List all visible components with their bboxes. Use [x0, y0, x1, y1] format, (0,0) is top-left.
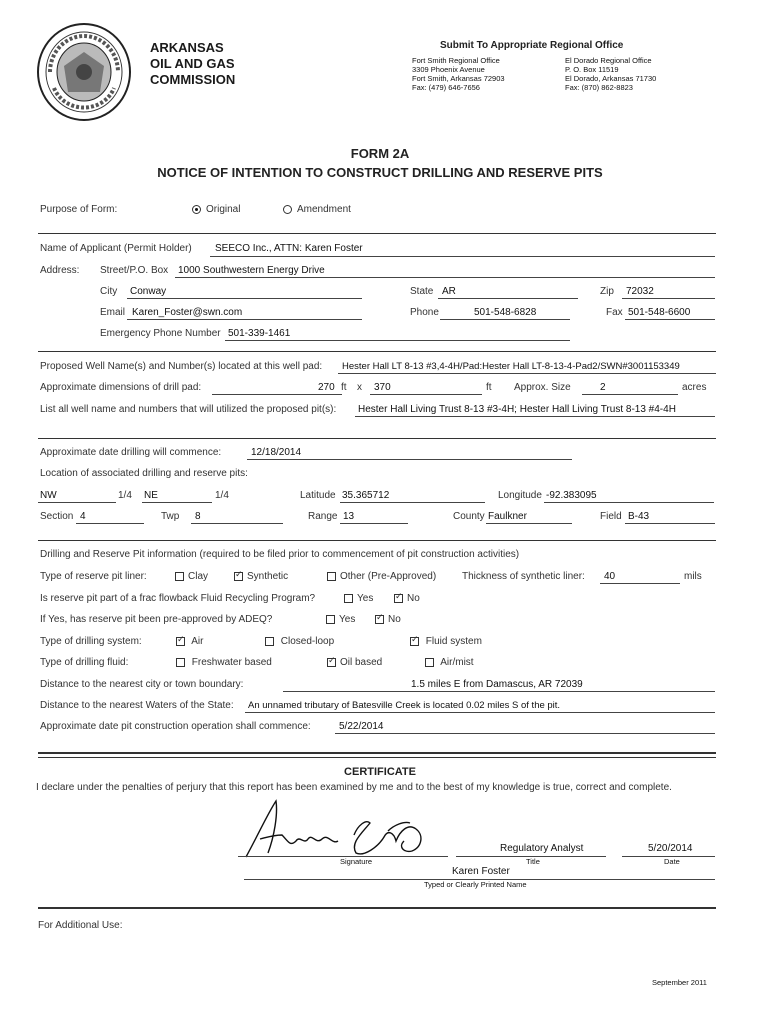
underline: [355, 416, 715, 417]
construction-date-value[interactable]: 5/22/2014: [339, 721, 384, 732]
phone-value[interactable]: 501-548-6828: [474, 307, 537, 318]
size-value[interactable]: 2: [600, 382, 606, 393]
list-label: List all well name and numbers that will utilized the proposed pit(s):: [40, 404, 337, 415]
adeq-yes-option[interactable]: [326, 614, 355, 625]
airmist-label: Air/mist: [440, 657, 474, 668]
applicant-name-label: Name of Applicant (Permit Holder): [40, 243, 192, 254]
system-closed-option[interactable]: [265, 636, 334, 647]
frac-label: Is reserve pit part of a frac flowback Fluid Recycling Program?: [40, 593, 316, 604]
liner-label: Type of reserve pit liner:: [40, 571, 147, 582]
underline: [191, 523, 283, 524]
mils-label: mils: [684, 571, 702, 582]
range-label: Range: [308, 511, 338, 522]
dims-label: Approximate dimensions of drill pad:: [40, 382, 202, 393]
underline: [600, 583, 680, 584]
printed-name-label: Typed or Clearly Printed Name: [424, 880, 527, 889]
underline: [340, 502, 485, 503]
original-label: Original: [206, 204, 241, 215]
agency-line1: ARKANSAS: [150, 40, 224, 55]
water-distance-label: Distance to the nearest Waters of the State:: [40, 700, 234, 711]
underline: [247, 459, 572, 460]
additional-use-label: For Additional Use:: [38, 920, 123, 931]
section-divider: [38, 752, 716, 754]
office-line: Fax: (479) 646-7656: [412, 83, 480, 92]
underline: [127, 319, 362, 320]
system-fluid-option[interactable]: [410, 636, 482, 647]
street-value[interactable]: 1000 Southwestern Energy Drive: [178, 265, 325, 276]
city-value[interactable]: Conway: [130, 286, 167, 297]
adeq-label: If Yes, has reserve pit been pre-approved by ADEQ?: [40, 614, 273, 625]
range-value[interactable]: 13: [343, 511, 355, 522]
underline: [625, 319, 715, 320]
fluid-system-checkbox[interactable]: [410, 637, 419, 646]
office-line: El Dorado, Arkansas 71730: [565, 74, 657, 83]
office-line: P. O. Box 11519: [565, 65, 619, 74]
county-value[interactable]: Faulkner: [488, 511, 527, 522]
agency-name: [150, 40, 235, 88]
thickness-value[interactable]: 40: [604, 571, 616, 582]
dim1-value[interactable]: 270: [318, 382, 335, 393]
field-label: Field: [600, 511, 622, 522]
wells-value[interactable]: Hester Hall LT 8-13 #3,4-4H/Pad:Hester Hall LT-8-13-4-Pad2/SWN#3001153349: [342, 361, 680, 372]
quarter1-unit: 1/4: [118, 490, 132, 501]
quarter2-unit: 1/4: [215, 490, 229, 501]
system-air-option[interactable]: [176, 636, 203, 647]
other-label: Other (Pre-Approved): [340, 571, 437, 582]
underline: [625, 523, 715, 524]
el-dorado-office: [565, 56, 656, 92]
system-label: Type of drilling system:: [40, 636, 142, 647]
underline: [370, 394, 482, 395]
no-label: No: [407, 593, 420, 604]
yes-label: Yes: [357, 593, 374, 604]
frac-no-checkbox[interactable]: [394, 594, 403, 603]
purpose-amendment-option[interactable]: [283, 204, 351, 215]
list-value[interactable]: Hester Hall Living Trust 8-13 #3-4H; Hester Hall Living Trust 8-13 #4-4H: [358, 404, 676, 415]
fort-smith-office: [412, 56, 505, 92]
no-label: No: [388, 614, 401, 625]
underline: [175, 277, 715, 278]
city-distance-label: Distance to the nearest city or town boundary:: [40, 679, 244, 690]
underline: [544, 502, 714, 503]
liner-clay-option[interactable]: [175, 571, 208, 582]
zip-value[interactable]: 72032: [626, 286, 654, 297]
email-value[interactable]: Karen_Foster@swn.com: [132, 307, 243, 318]
x-label: x: [357, 382, 362, 393]
office-line: 3309 Phoenix Avenue: [412, 65, 485, 74]
signature-label: Signature: [340, 857, 373, 866]
underline: [440, 319, 570, 320]
underline: [210, 256, 715, 257]
section-divider: [38, 351, 716, 352]
longitude-value[interactable]: -92.383095: [546, 490, 597, 501]
form-title: NOTICE OF INTENTION TO CONSTRUCT DRILLING AND RESERVE PITS: [157, 165, 603, 180]
closed-loop-label: Closed-loop: [280, 636, 335, 647]
office-line: El Dorado Regional Office: [565, 56, 652, 65]
certificate-text: I declare under the penalties of perjury that this report has been examined by me and to the best of my knowledge is true, correct and complete.: [36, 782, 672, 793]
drill-date-value[interactable]: 12/18/2014: [251, 447, 302, 458]
liner-other-option[interactable]: [327, 571, 436, 582]
location-label: Location of associated drilling and reserve pits:: [40, 468, 248, 479]
zip-label: Zip: [600, 286, 614, 297]
underline: [486, 523, 572, 524]
underline: [340, 523, 408, 524]
section-value[interactable]: 4: [80, 511, 86, 522]
original-radio[interactable]: [192, 205, 201, 214]
oil-based-checkbox[interactable]: [327, 658, 336, 667]
frac-no-option[interactable]: [394, 593, 420, 604]
section-divider: [38, 907, 716, 909]
underline: [38, 502, 116, 503]
closed-loop-checkbox[interactable]: [265, 637, 274, 646]
email-label: Email: [100, 307, 126, 318]
freshwater-checkbox[interactable]: [176, 658, 185, 667]
thickness-label: Thickness of synthetic liner:: [462, 571, 585, 582]
air-checkbox[interactable]: [176, 637, 185, 646]
fluid-fresh-option[interactable]: [176, 657, 272, 668]
twp-label: Twp: [161, 511, 180, 522]
airmist-checkbox[interactable]: [425, 658, 434, 667]
quarter1-value[interactable]: NW: [40, 490, 57, 501]
oil-based-label: Oil based: [340, 657, 383, 668]
purpose-original-option[interactable]: [192, 204, 240, 215]
printed-name-value[interactable]: Karen Foster: [452, 866, 510, 877]
underline: [225, 340, 570, 341]
ft1-label: ft: [341, 382, 347, 393]
phone-label: Phone: [410, 307, 439, 318]
title-value[interactable]: Regulatory Analyst: [500, 843, 584, 854]
agency-line2: OIL AND GAS: [150, 56, 235, 71]
certificate-heading: CERTIFICATE: [344, 766, 416, 778]
frac-yes-option[interactable]: [344, 593, 373, 604]
city-label: City: [100, 286, 118, 297]
offices-heading: Submit To Appropriate Regional Office: [440, 40, 624, 51]
underline: [283, 691, 715, 692]
adeq-yes-checkbox[interactable]: [326, 615, 335, 624]
size-label: Approx. Size: [514, 382, 571, 393]
synthetic-label: Synthetic: [247, 571, 289, 582]
longitude-label: Longitude: [498, 490, 542, 501]
city-distance-value[interactable]: 1.5 miles E from Damascus, AR 72039: [411, 679, 583, 690]
underline: [212, 394, 342, 395]
quarter2-value[interactable]: NE: [144, 490, 158, 501]
address-label: Address:: [40, 265, 80, 276]
amendment-label: Amendment: [297, 204, 351, 215]
amendment-radio[interactable]: [283, 205, 292, 214]
clay-label: Clay: [188, 571, 209, 582]
pit-intro: Drilling and Reserve Pit information (required to be filed prior to commencement of pit construction activities): [40, 549, 520, 560]
section-divider: [38, 757, 716, 758]
office-line: Fort Smith, Arkansas 72903: [412, 74, 505, 83]
state-seal: [36, 22, 132, 122]
wells-label: Proposed Well Name(s) and Number(s) located at this well pad:: [40, 361, 323, 372]
underline: [127, 298, 362, 299]
title-label: Title: [526, 857, 540, 866]
county-label: County: [453, 511, 485, 522]
twp-value[interactable]: 8: [195, 511, 201, 522]
water-distance-value[interactable]: An unnamed tributary of Batesville Creek is located 0.02 miles S of the pit.: [248, 700, 561, 711]
underline: [335, 733, 715, 734]
underline: [142, 502, 212, 503]
latitude-value[interactable]: 35.365712: [342, 490, 390, 501]
acres-label: acres: [682, 382, 707, 393]
fluid-airmist-option[interactable]: [425, 657, 474, 668]
ft2-label: ft: [486, 382, 492, 393]
liner-synthetic-option[interactable]: [234, 571, 288, 582]
other-checkbox[interactable]: [327, 572, 336, 581]
section-divider: [38, 540, 716, 541]
air-label: Air: [191, 636, 204, 647]
adeq-no-option[interactable]: [375, 614, 401, 625]
synthetic-checkbox[interactable]: [234, 572, 243, 581]
underline: [76, 523, 144, 524]
revision-date: September 2011: [652, 978, 707, 987]
section-divider: [38, 438, 716, 439]
section-label: Section: [40, 511, 74, 522]
underline: [622, 298, 715, 299]
cert-date-label: Date: [664, 857, 680, 866]
form-number: FORM 2A: [350, 146, 410, 161]
emergency-label: Emergency Phone Number: [100, 328, 221, 339]
agency-line3: COMMISSION: [150, 72, 236, 87]
cert-date-value[interactable]: 5/20/2014: [648, 843, 693, 854]
latitude-label: Latitude: [300, 490, 336, 501]
office-line: Fax: (870) 862-8823: [565, 83, 633, 92]
fluid-oil-option[interactable]: [327, 657, 382, 668]
underline: [338, 373, 716, 374]
fluid-label: Type of drilling fluid:: [40, 657, 129, 668]
drill-date-label: Approximate date drilling will commence:: [40, 447, 222, 458]
field-value[interactable]: B-43: [628, 511, 650, 522]
section-divider: [38, 233, 716, 234]
fax-value[interactable]: 501-548-6600: [628, 307, 691, 318]
clay-checkbox[interactable]: [175, 572, 184, 581]
office-line: Fort Smith Regional Office: [412, 56, 500, 65]
state-label: State: [410, 286, 434, 297]
fax-label: Fax: [606, 307, 623, 318]
underline: [245, 712, 715, 713]
yes-label: Yes: [339, 614, 356, 625]
fluid-system-label: Fluid system: [425, 636, 482, 647]
underline: [582, 394, 678, 395]
adeq-no-checkbox[interactable]: [375, 615, 384, 624]
construction-date-label: Approximate date pit construction operation shall commence:: [40, 721, 311, 732]
applicant-name-value[interactable]: SEECO Inc., ATTN: Karen Foster: [215, 243, 363, 254]
signature-image: [238, 795, 468, 865]
freshwater-label: Freshwater based: [191, 657, 272, 668]
frac-yes-checkbox[interactable]: [344, 594, 353, 603]
underline: [438, 298, 578, 299]
state-value[interactable]: AR: [442, 286, 456, 297]
purpose-label: Purpose of Form:: [40, 204, 118, 215]
dim2-value[interactable]: 370: [374, 382, 391, 393]
street-label: Street/P.O. Box: [100, 265, 169, 276]
emergency-value[interactable]: 501-339-1461: [228, 328, 291, 339]
